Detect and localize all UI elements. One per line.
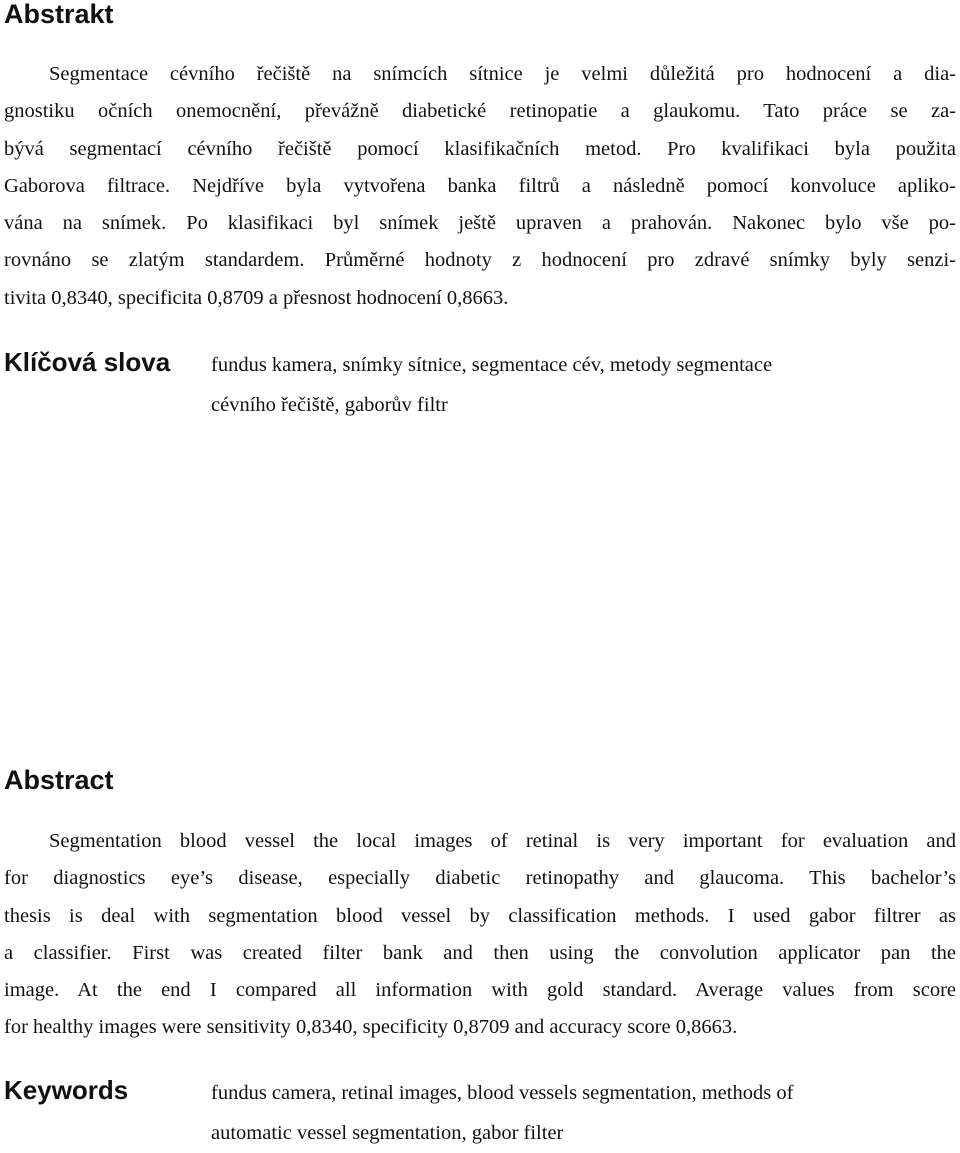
czech-keywords-text xyxy=(211,345,911,425)
czech-abstract-line: Segmentace cévního řečiště na snímcích sítnice je velmi důležitá pro hodnocení a dia- xyxy=(49,63,956,85)
czech-keywords-label: Klíčová slova xyxy=(4,347,171,377)
czech-keywords-line: fundus kamera, snímky sítnice, segmentace cév, metody segmentace xyxy=(211,354,773,376)
english-abstract-line: for healthy images were sensitivity 0,8340, specificity 0,8709 and accuracy score 0,8663. xyxy=(4,1016,738,1039)
english-abstract-line: a classifier. First was created filter bank and then using the convolution applicator pan the xyxy=(4,941,956,964)
czech-abstract-line: rovnáno se zlatým standardem. Průměrné hodnoty z hodnocení pro zdravé snímky byly senzi- xyxy=(4,249,956,272)
english-keywords-line: fundus camera, retinal images, blood vessels segmentation, methods of xyxy=(211,1082,794,1104)
english-keywords-label: Keywords xyxy=(4,1075,129,1105)
czech-keywords-line: cévního řečiště, gaborův filtr xyxy=(211,394,448,416)
czech-abstract-line: bývá segmentací cévního řečiště pomocí klasifikačních metod. Pro kvalifikaci byla použita xyxy=(4,137,956,160)
english-abstract-line: thesis is deal with segmentation blood vessel by classification methods. I used gabor filtrer as xyxy=(4,904,956,927)
czech-abstract-line: gnostiku očních onemocnění, převážně diabetické retinopatie a glaukomu. Tato práce se za- xyxy=(4,100,956,123)
english-abstract-paragraph xyxy=(4,823,956,1047)
czech-abstract-line: Gaborova filtrace. Nejdříve byla vytvořena banka filtrů a následně pomocí konvoluce apliko- xyxy=(4,174,956,197)
english-abstract-line: for diagnostics eye’s disease, especially diabetic retinopathy and glaucoma. This bachelor’s xyxy=(4,867,956,890)
czech-abstract-line: vána na snímek. Po klasifikaci byl snímek ještě upraven a prahován. Nakonec bylo vše po- xyxy=(4,212,956,235)
czech-abstract-line: tivita 0,8340, specificita 0,8709 a přesnost hodnocení 0,8663. xyxy=(4,286,509,309)
english-abstract-heading: Abstract xyxy=(4,765,114,795)
english-abstract-line: Segmentation blood vessel the local images of retinal is very important for evaluation and xyxy=(49,830,956,852)
english-keywords-line: automatic vessel segmentation, gabor filter xyxy=(211,1122,564,1144)
english-abstract-line: image. At the end I compared all information with gold standard. Average values from score xyxy=(4,979,956,1002)
czech-abstract-heading: Abstrakt xyxy=(4,0,114,29)
english-keywords-text xyxy=(211,1073,951,1153)
czech-abstract-paragraph xyxy=(4,56,956,317)
